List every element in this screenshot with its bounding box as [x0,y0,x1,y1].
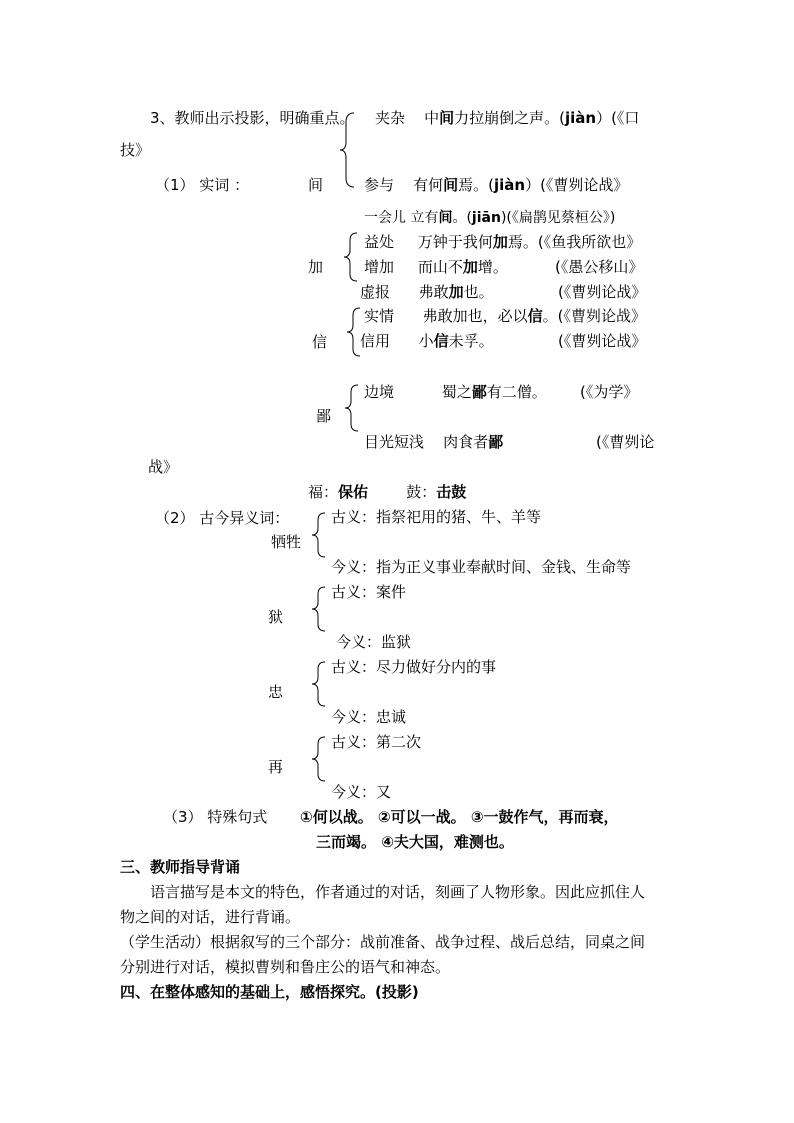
gujin-word-zai: 再 [268,758,284,776]
bi-cite-1: (《为学》 [580,383,639,401]
section-san-para2-line1: （学生活动）根据叙写的三个部分：战前准备、战争过程、战后总结，同桌之间 [120,933,646,951]
head-char-xin: 信 [312,333,328,351]
brace-zai [311,736,331,782]
section3-intro: 3、教师出示投影，明确重点。 [150,109,355,127]
gujin-word-xisheng: 牺牲 [271,533,302,551]
head-char-jia: 加 [308,258,324,276]
jia-cite-3: (《曹刿论战》 [558,283,647,301]
key-char: 间 [443,176,459,194]
key-char: 间 [438,210,453,226]
brace-jia [343,232,363,282]
head-char-bi: 鄙 [316,407,332,425]
gloss: 夹杂 [375,109,406,127]
gujin-jin-zhong: 今义：忠诚 [331,708,407,726]
xin-cite-2: (《曹刿论战》 [558,332,647,350]
xin-example-2: 信用 小信未孚。 [360,332,494,350]
brace-zhong [311,661,331,707]
section-san-para1-line2: 物之间的对话，进行背诵。 [120,908,301,926]
bi-cite-cont: 战》 [148,458,179,476]
gujin-gu-yu: 古义：案件 [331,583,407,601]
xin-example-1: 实情 弗敢加也，必以信。(《曹刿论战》 [364,307,647,325]
section-san-para2-line2: 分别进行对话，模拟曹刿和鲁庄公的语气和神态。 [120,958,451,976]
gujin-jin-xisheng: 今义：指为正义事业奉献时间、金钱、生命等 [331,558,632,576]
gujin-word-zhong: 忠 [268,683,284,701]
gujin-label: （2） 古今异义词： [155,509,290,527]
key-char: 信 [527,307,543,325]
fu-gu-line: 福：保佑 鼓：击鼓 [308,483,467,501]
bi-cite-2: (《曹刿论 [596,433,655,451]
bi-example-2: 目光短浅 肉食者鄙 [364,433,504,451]
jian-example-1: 夹杂 中间力拉崩倒之声。(jiàn）(《口 [375,109,640,127]
pinyin: jiān [471,210,501,226]
bi-example-1: 边境 蜀之鄙有二僧。 [364,383,547,401]
gujin-word-yu: 狱 [268,608,284,626]
teshu-label: （3） 特殊句式 [163,808,268,826]
teshu-line-2: 三而竭。 ④夫大国，难测也。 [316,833,514,851]
key-char: 加 [462,258,478,276]
brace-bi [344,384,364,432]
pinyin: jiàn [493,176,526,194]
key-char: 鄙 [471,383,487,401]
head-char-jian: 间 [308,176,324,194]
key-char: 间 [439,109,455,127]
pinyin: jiàn [564,109,597,127]
brace-xisheng [311,512,331,558]
section-si-heading: 四、在整体感知的基础上，感悟探究。(投影) [120,983,419,1001]
section-san-para1-line1: 语言描写是本文的特色，作者通过的对话，刻画了人物形象。因此应抓住人 [150,883,646,901]
brace-yu [311,586,331,632]
gujin-gu-xisheng: 古义：指祭祀用的猪、牛、羊等 [331,508,542,526]
jia-example-3: 虚报 弗敢加也。 [360,283,494,301]
key-char: 鄙 [488,433,504,451]
jia-cite-2: (《愚公移山》 [555,258,644,276]
section-san-heading: 三、教师指导背诵 [120,858,241,876]
gujin-gu-zhong: 古义：尽力做好分内的事 [331,658,497,676]
shici-label: （1） 实词 ： [155,176,250,194]
section3-intro-cont: 技》 [120,141,151,159]
jia-example-2: 增加 而山不加增。 [364,258,508,276]
brace-jian [340,112,362,188]
key-char: 信 [433,332,449,350]
jian-example-2: 参与 有何间焉。(jiàn）(《曹刿论战》 [364,176,629,194]
jia-example-1: 益处 万钟于我何加焉。(《鱼我所欲也》 [364,233,642,251]
teshu-line-1: ①何以战。 ②可以一战。 ③一鼓作气，再而衰， [300,808,619,826]
gujin-jin-zai: 今义：又 [331,783,392,801]
gujin-jin-yu: 今义：监狱 [336,633,412,651]
key-char: 加 [492,233,508,251]
key-char: 加 [448,283,464,301]
gujin-gu-zai: 古义：第二次 [331,733,422,751]
jian-example-3: 一会儿 立有间。(jiān)(《扁鹊见蔡桓公》) [364,210,616,226]
